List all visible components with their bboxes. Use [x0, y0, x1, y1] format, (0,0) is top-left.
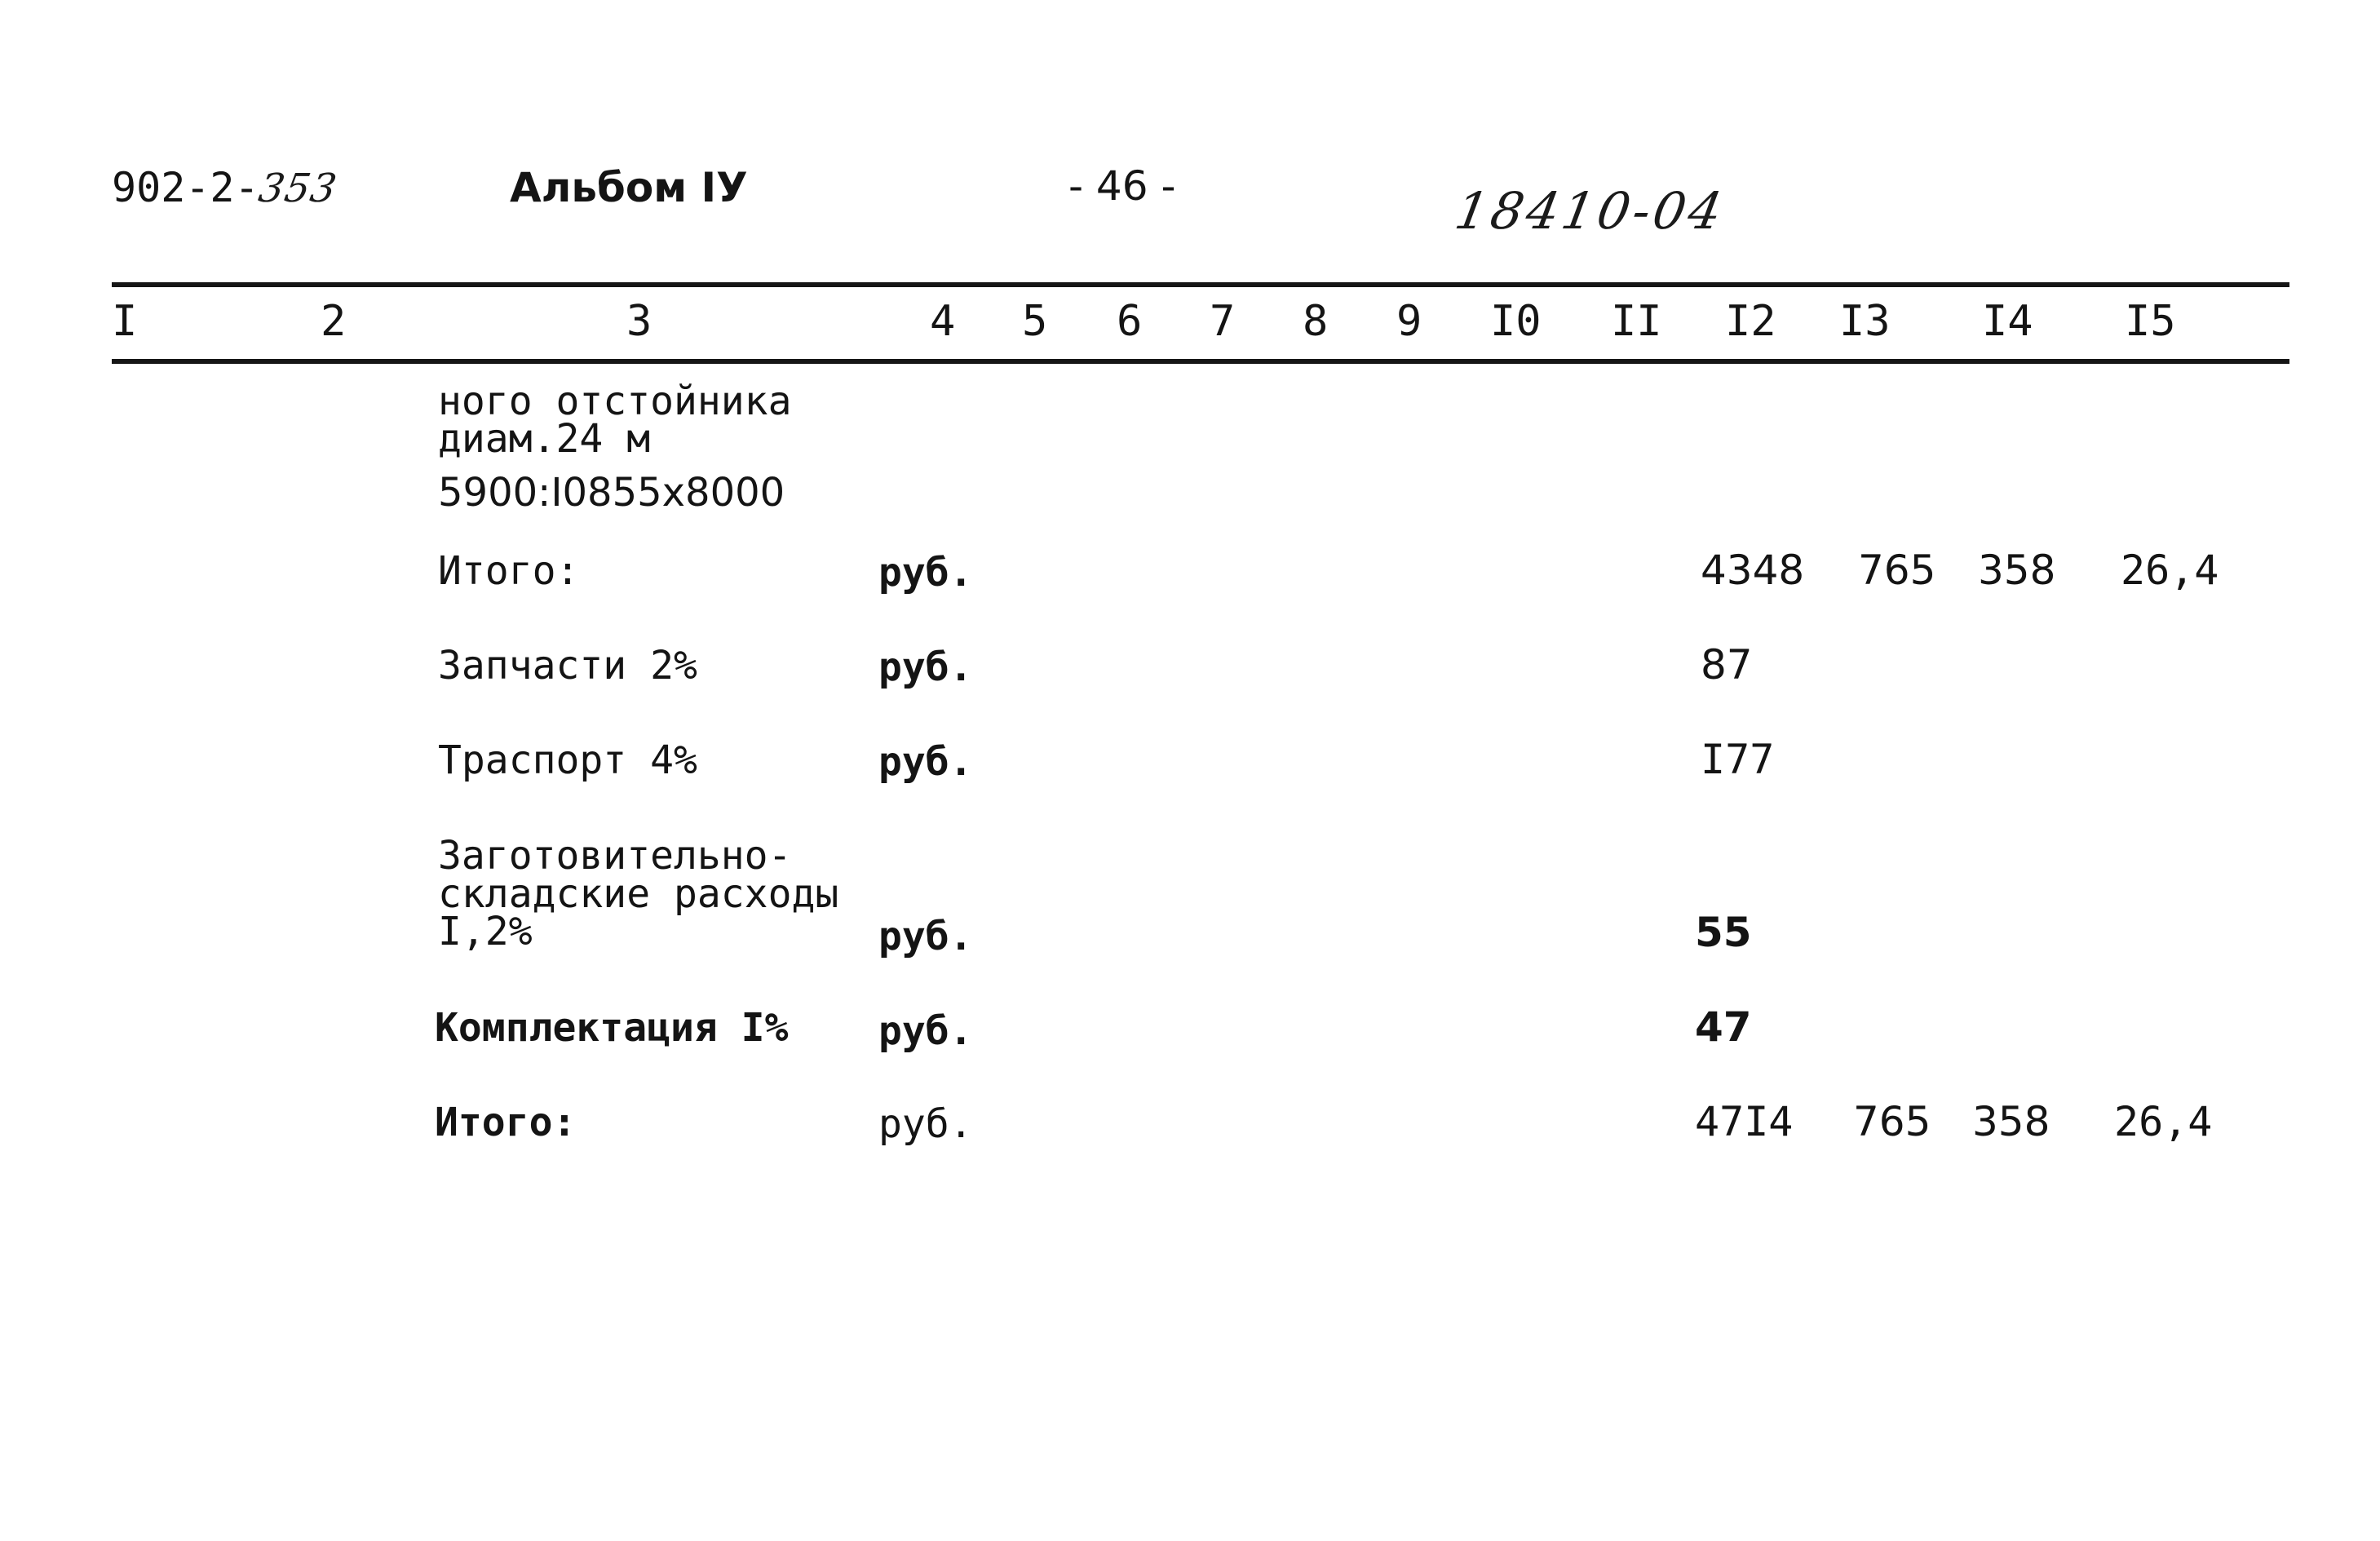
- document-code: [112, 164, 341, 211]
- procurement-label-line-2: складские расходы: [438, 871, 839, 917]
- item-description-line-2: диам.24 м: [438, 416, 651, 462]
- procurement-unit: руб.: [878, 914, 973, 959]
- item-dimensions: 5900:I0855x8000: [438, 470, 785, 516]
- transport-label: Траспорт 4%: [438, 737, 697, 783]
- page-number: - 46 -: [1068, 162, 1176, 210]
- column-number-7: 7: [1210, 297, 1236, 346]
- document-code-printed: 902-2-: [112, 164, 259, 211]
- column-number-3: 3: [626, 297, 653, 346]
- completion-col12: 47: [1695, 1003, 1752, 1051]
- total-label: Итого:: [435, 1100, 577, 1145]
- total-col12: 47I4: [1695, 1098, 1794, 1145]
- total-unit: руб.: [878, 1101, 973, 1147]
- total-col13: 765: [1853, 1098, 1931, 1145]
- column-number-5: 5: [1022, 297, 1048, 346]
- column-number-14: I4: [1982, 297, 2033, 346]
- column-number-10: I0: [1490, 297, 1542, 346]
- subtotal-col12: 4348: [1701, 547, 1805, 594]
- column-number-8: 8: [1303, 297, 1329, 346]
- completion-unit: руб.: [878, 1008, 973, 1054]
- completion-label: Комплектация I%: [435, 1005, 789, 1051]
- column-number-4: 4: [930, 297, 956, 346]
- spare-parts-col12: 87: [1701, 641, 1753, 689]
- procurement-col12: 55: [1695, 909, 1752, 956]
- column-number-11: II: [1611, 297, 1662, 346]
- handwritten-reference: 18410-04: [1450, 181, 1730, 241]
- column-number-1: I: [112, 297, 138, 346]
- transport-col12: I77: [1701, 736, 1775, 783]
- procurement-label-line-3: I,2%: [438, 909, 533, 954]
- column-number-2: 2: [321, 297, 347, 346]
- subtotal-col15: 26,4: [2121, 547, 2219, 594]
- column-number-12: I2: [1725, 297, 1776, 346]
- column-number-6: 6: [1117, 297, 1143, 346]
- spare-parts-label: Запчасти 2%: [438, 643, 697, 689]
- total-col14: 358: [1972, 1098, 2050, 1145]
- item-description-line-1: ного отстойника: [438, 379, 792, 424]
- procurement-label-line-1: Заготовительно-: [438, 833, 792, 879]
- album-label: Альбом IУ: [510, 164, 748, 211]
- column-number-15: I5: [2125, 297, 2176, 346]
- total-col15: 26,4: [2114, 1098, 2213, 1145]
- subtotal-col14: 358: [1978, 547, 2056, 594]
- document-code-handwritten: 353: [254, 166, 341, 211]
- transport-unit: руб.: [878, 739, 973, 785]
- spare-parts-unit: руб.: [878, 644, 973, 690]
- table-top-rule: [112, 282, 2289, 287]
- column-number-9: 9: [1396, 297, 1422, 346]
- subtotal-label: Итого:: [438, 548, 580, 594]
- column-number-13: I3: [1839, 297, 1891, 346]
- subtotal-unit: руб.: [878, 550, 973, 596]
- subtotal-col13: 765: [1858, 547, 1936, 594]
- table-header-rule: [112, 359, 2289, 364]
